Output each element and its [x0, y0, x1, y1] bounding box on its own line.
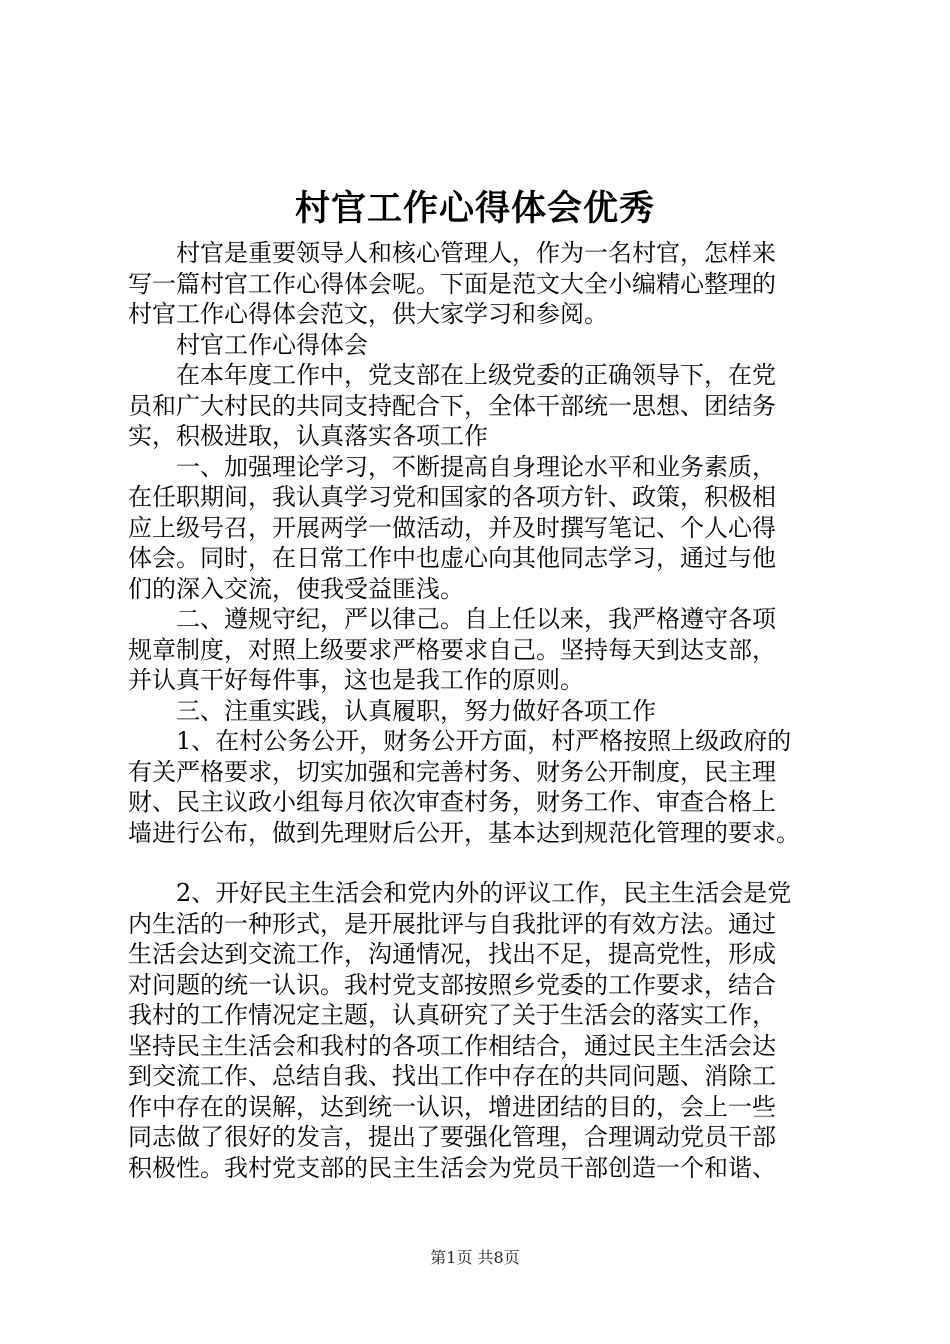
text-line: 员和广大村民的共同支持配合下，全体干部统一思想、团结务	[128, 391, 776, 420]
text-line: 1、在村公务公开，财务公开方面，村严格按照上级政府的	[176, 727, 792, 755]
paragraph-opening	[128, 360, 834, 452]
paragraph-section-3	[128, 696, 834, 727]
text-line: 们的深入交流，使我受益匪浅。	[128, 574, 464, 603]
text-line: 墙进行公布，做到先理财后公开，基本达到规范化管理的要求。	[128, 818, 800, 847]
text-line: 在本年度工作中，党支部在上级党委的正确领导下，在党	[176, 361, 776, 389]
text-line: 同志做了很好的发言，提出了要强化管理，合理调动党员干部	[128, 1123, 776, 1151]
text-line: 写一篇村官工作心得体会呢。下面是范文大全小编精心整理的	[128, 269, 776, 298]
text-line: 对问题的统一认识。我村党支部按照乡党委的工作要求，结合	[128, 970, 776, 999]
text-line: 并认真干好每件事，这也是我工作的原则。	[128, 666, 584, 694]
text-line: 到交流工作、总结自我、找出工作中存在的共同问题、消除工	[128, 1062, 776, 1090]
paragraph-item-1	[128, 726, 834, 848]
text-line: 在任职期间，我认真学习党和国家的各项方针、政策，积极相	[128, 483, 776, 511]
paragraph-section-2	[128, 604, 834, 696]
text-line: 规章制度，对照上级要求严格要求自己。坚持每天到达支部，	[128, 635, 776, 664]
text-line: 2、开好民主生活会和党内外的评议工作，民主生活会是党	[176, 879, 792, 907]
paragraph-intro	[128, 238, 834, 330]
text-line: 作中存在的误解，达到统一认识，增进团结的目的，会上一些	[128, 1092, 776, 1121]
text-line: 村官工作心得体会	[176, 330, 368, 359]
paragraph-section-1	[128, 452, 834, 605]
document-body	[128, 238, 834, 1183]
text-line: 财、民主议政小组每月依次审查村务，财务工作、审查合格上	[128, 788, 776, 816]
text-line: 村官是重要领导人和核心管理人，作为一名村官，怎样来	[176, 239, 776, 267]
text-line: 实，积极进取，认真落实各项工作	[128, 422, 488, 450]
document-title: 村官工作心得体会优秀	[294, 188, 655, 229]
page-footer: 第1页 共8页	[430, 1248, 520, 1267]
text-line: 二、遵规守纪，严以律己。自上任以来，我严格遵守各项	[176, 605, 776, 633]
text-line: 内生活的一种形式，是开展批评与自我批评的有效方法。通过	[128, 909, 776, 938]
text-line: 有关严格要求，切实加强和完善村务、财务公开制度，民主理	[128, 757, 776, 786]
text-line: 生活会达到交流工作，沟通情况，找出不足，提高党性，形成	[128, 940, 776, 968]
text-line: 一、加强理论学习，不断提高自身理论水平和业务素质，	[176, 452, 776, 481]
text-line: 三、注重实践，认真履职，努力做好各项工作	[176, 696, 656, 725]
text-line: 体会。同时，在日常工作中也虚心向其他同志学习，通过与他	[128, 544, 776, 572]
paragraph-item-2	[128, 878, 834, 1183]
paragraph-subtitle	[128, 330, 834, 361]
text-line: 村官工作心得体会范文，供大家学习和参阅。	[128, 300, 608, 328]
text-line: 我村的工作情况定主题，认真研究了关于生活会的落实工作，	[128, 1001, 776, 1029]
text-line: 坚持民主生活会和我村的各项工作相结合，通过民主生活会达	[128, 1031, 776, 1060]
text-line: 应上级号召，开展两学一做活动，并及时撰写笔记、个人心得	[128, 513, 776, 542]
text-line: 积极性。我村党支部的民主生活会为党员干部创造一个和谐、	[128, 1153, 776, 1182]
